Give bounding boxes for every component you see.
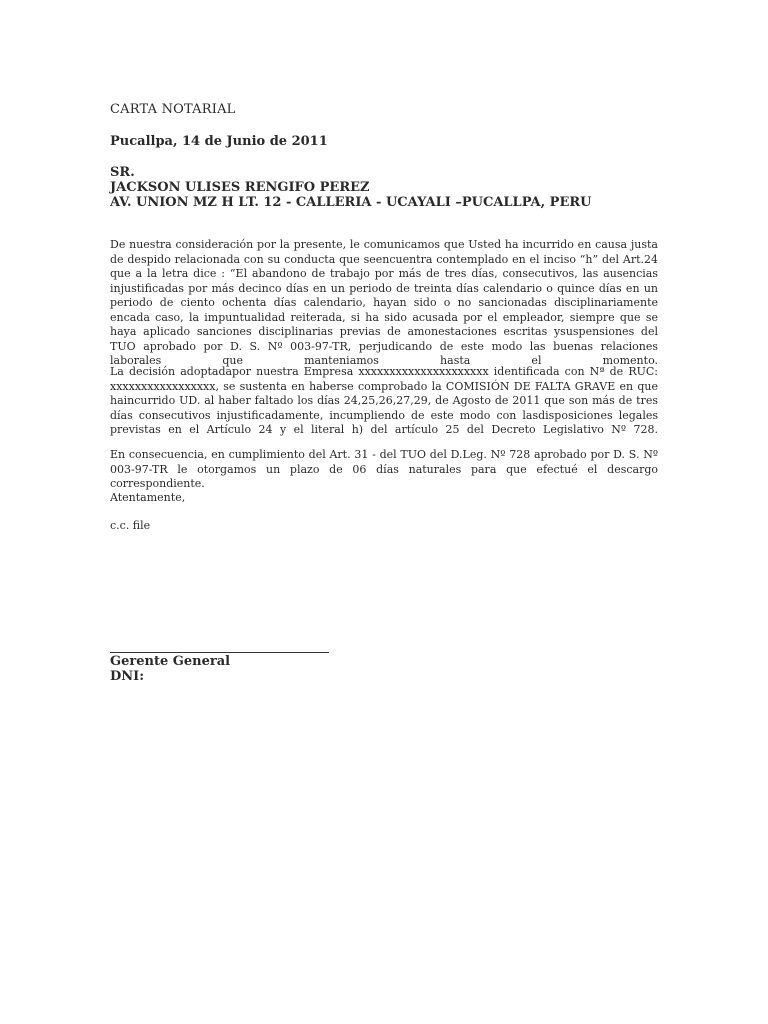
- letter-page: [110, 0, 658, 1024]
- body-paragraph-3: En consecuencia, en cumplimiento del Art. 31 - del TUO del D.Leg. Nº 728 aprobado por D. S. Nº 003-97-TR le otorgamos un plazo de 06 días naturales para que efectué el descargo correspondiente.: [110, 448, 658, 490]
- recipient-address: AV. UNION MZ H LT. 12 - CALLERIA - UCAYALI –PUCALLPA, PERU: [110, 195, 592, 210]
- signature-line: [110, 652, 329, 653]
- letter-title: CARTA NOTARIAL: [110, 102, 236, 117]
- closing-text: Atentamente,: [110, 491, 186, 504]
- body-paragraph-2: La decisión adoptadapor nuestra Empresa xxxxxxxxxxxxxxxxxxxxx identificada con Nª de RUC: xxxxxxxxxxxxxxxxx, se sustenta en haberse comprobado la COMISIÓN DE FALTA GRAVE en que haincurrido UD. al haber faltado los días 24,25,26,27,29, de Agosto de 2011 que son más de tres días consecutivos injustificadamente, incumpliendo de este modo con lasdisposiciones legales previstas en el Artículo 24 y el literal h) del artículo 25 del Decreto Legislativo Nº 728.: [110, 365, 658, 436]
- signature-role: Gerente General: [110, 654, 231, 669]
- recipient-name: JACKSON ULISES RENGIFO PEREZ: [110, 180, 370, 195]
- recipient-salutation: SR.: [110, 165, 135, 180]
- signature-id-label: DNI:: [110, 669, 145, 684]
- date-line: Pucallpa, 14 de Junio de 2011: [110, 134, 328, 149]
- body-paragraph-1: De nuestra consideración por la presente, le comunicamos que Usted ha incurrido en causa justa de despido relacionada con su conducta que seencuentra contemplado en el inciso “h” del Art.24 que a la letra dice : “El abandono de trabajo por más de tres días, consecutivos, las ausencias injustificadas por más decinco días en un periodo de treinta días calendario o quince días en un periodo de ciento ochenta días calendario, hayan sido o no sancionadas disciplinariamente encada caso, la impuntualidad reiterada, si ha sido acusada por el empleador, siempre que se haya aplicado sanciones disciplinarias previas de amonestaciones escritas ysuspensiones del TUO aprobado por D. S. Nº 003-97-TR, perjudicando de este modo las buenas relaciones laborales que manteniamos hasta el momento.: [110, 238, 658, 367]
- cc-line: c.c. file: [110, 519, 151, 532]
